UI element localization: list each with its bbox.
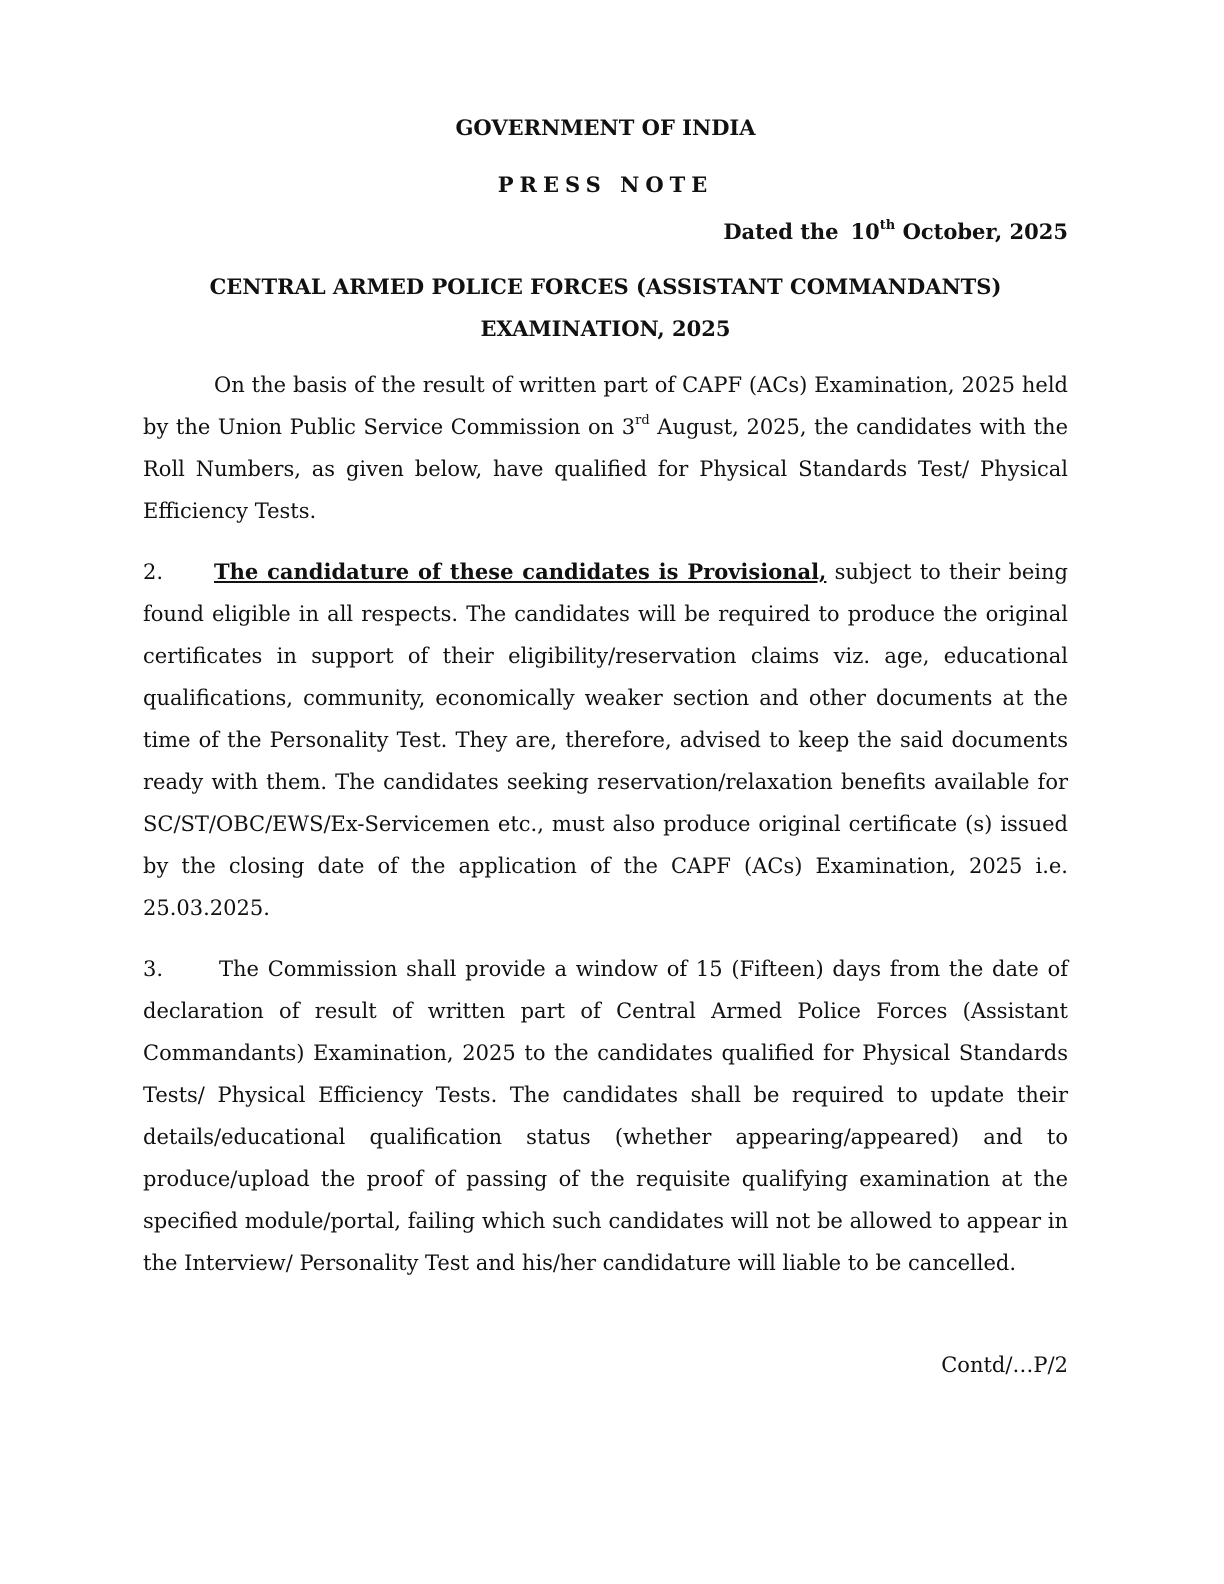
paragraph-1-text-a: On the basis of the result of written part of CAPF (ACs) Examination, 2025 held by the Union Public Service Commission on 3 — [143, 373, 1068, 439]
dated-line — [723, 218, 1068, 246]
press-note-page — [143, 0, 1068, 1584]
paragraph-1 — [143, 364, 1068, 532]
continued-note: Contd/…P/2 — [941, 1353, 1068, 1377]
dated-month-year: October, 2025 — [902, 219, 1068, 244]
paragraph-2 — [143, 551, 1068, 929]
paragraph-3-number: 3. — [143, 957, 164, 981]
paragraph-3 — [143, 948, 1068, 1284]
press-note-heading: PRESS NOTE — [497, 172, 714, 197]
paragraph-3-text: The Commission shall provide a window of 15 (Fifteen) days from the date of declaration of result of written part of Central Armed Police Forces (Assistant Commandants) Examination, 2025 to the candidates qualified for Physical Standards Tests/ Physical Efficiency Tests. The candidates shall be required to update their details/educational qualification status (whether appearing/appeared) and to produce/upload the proof of passing of the requisite qualifying examination at the specified module/portal, failing which such candidates will not be allowed to appear in the Interview/ Personality Test and his/her candidature will liable to be cancelled. — [143, 957, 1068, 1275]
paragraph-2-emphasis: The candidature of these candidates is Provisional, — [214, 559, 827, 584]
dated-prefix: Dated the — [723, 219, 839, 244]
paragraph-2-text: subject to their being found eligible in all respects. The candidates will be required to produce the original certificates in support of their eligibility/reservation claims viz. age, educational qualifications, community, economically weaker section and other documents at the time of the Personality Test. They are, therefore, advised to keep the said documents ready with them. The candidates seeking reservation/relaxation benefits available for SC/ST/OBC/EWS/Ex-Servicemen etc., must also produce original certificate (s) issued by the closing date of the application of the CAPF (ACs) Examination, 2025 i.e. 25.03.2025. — [143, 560, 1068, 920]
dated-day: 10 — [850, 219, 880, 244]
paragraph-1-suffix: rd — [635, 413, 650, 428]
exam-title-line2: EXAMINATION, 2025 — [480, 316, 731, 341]
exam-title — [143, 266, 1068, 350]
government-heading: GOVERNMENT OF INDIA — [455, 115, 756, 140]
exam-title-line1: CENTRAL ARMED POLICE FORCES (ASSISTANT COMMANDANTS) — [209, 274, 1002, 299]
paragraph-1-text-b: August, 2025, the candidates with the Roll Numbers, as given below, have qualified for Physical Standards Test/ Physical Efficiency Tests. — [143, 415, 1068, 523]
paragraph-2-number: 2. — [143, 560, 164, 584]
dated-day-suffix: th — [879, 218, 896, 233]
